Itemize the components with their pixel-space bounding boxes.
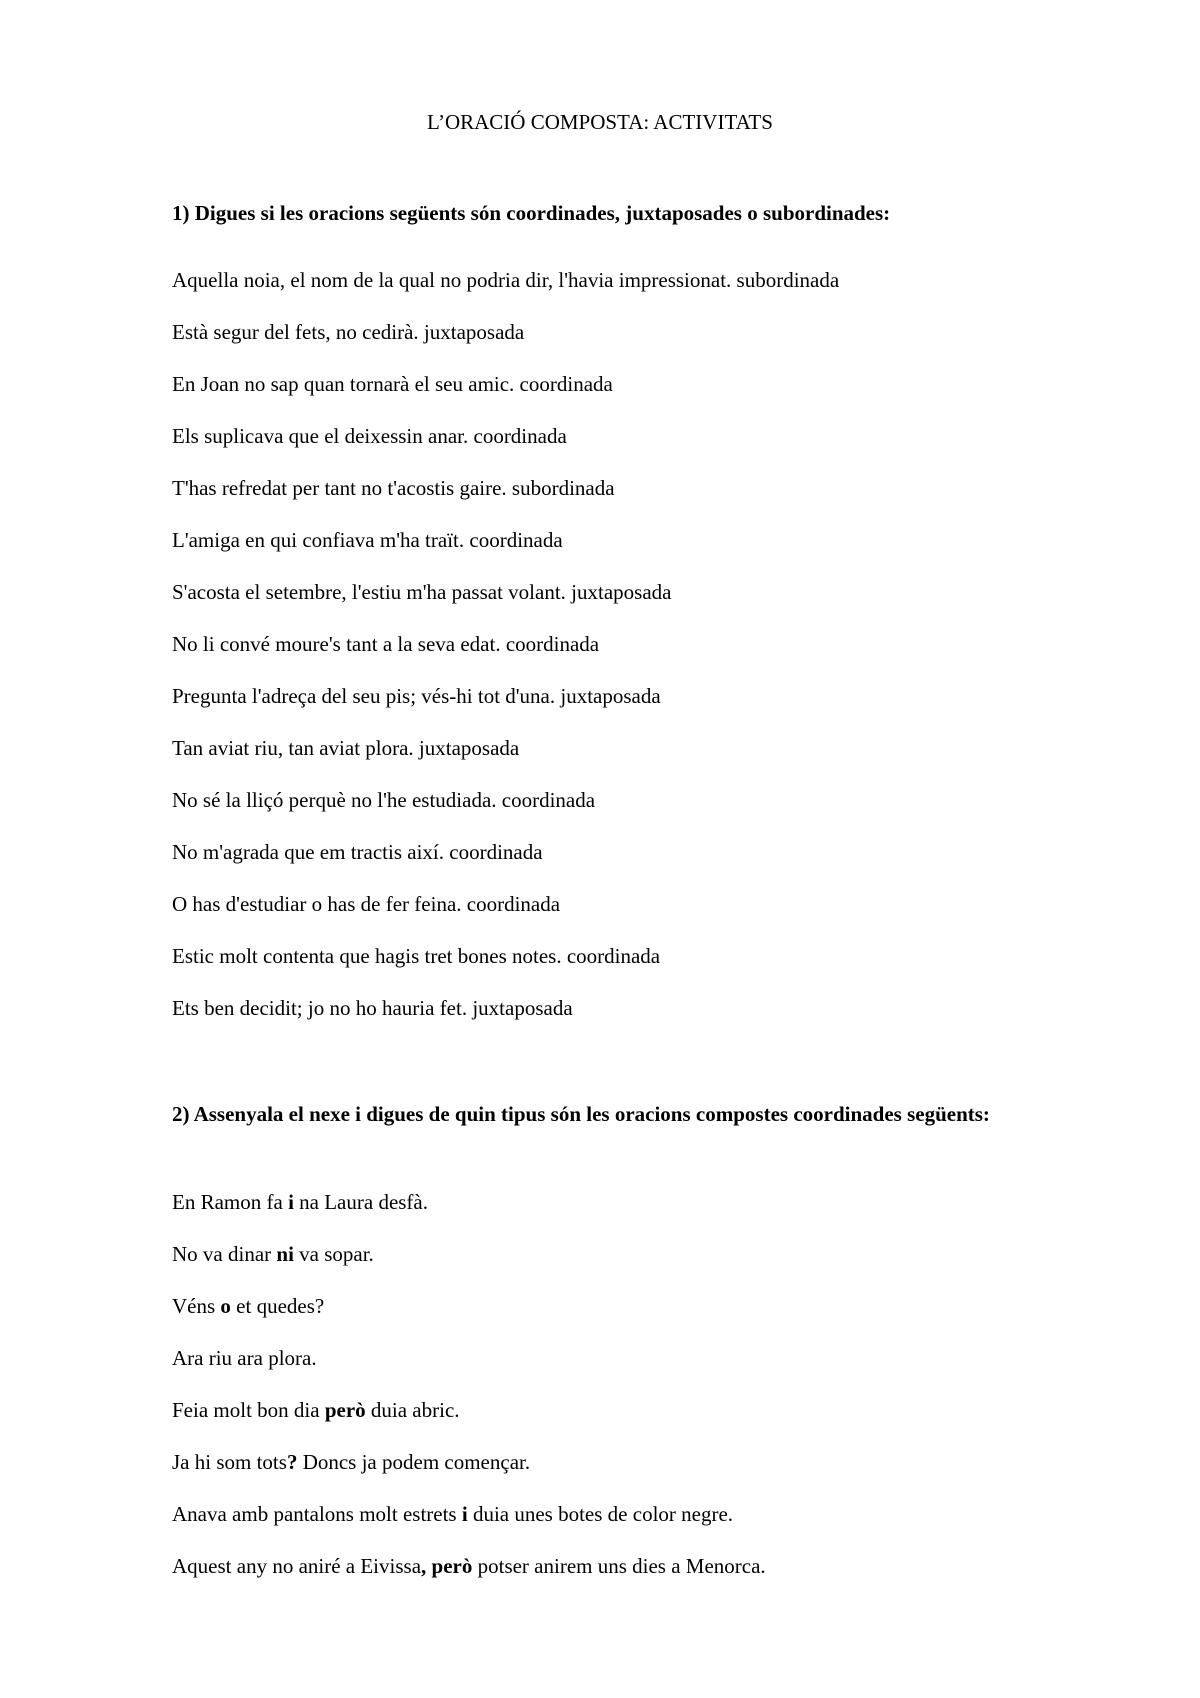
sentence-text: duia abric. — [365, 1398, 460, 1422]
section-2-sentence — [172, 1240, 374, 1268]
section-1-sentence: No sé la lliçó perquè no l'he estudiada. coordinada — [172, 788, 596, 812]
section-2-sentence — [172, 1552, 766, 1580]
sentence-text: En Ramon fa — [172, 1190, 289, 1214]
section-2-heading: 2) Assenyala el nexe i digues de quin tipus són les oracions compostes coordinades següents: — [172, 1102, 990, 1126]
sentence-text: No va dinar — [172, 1242, 277, 1266]
section-2-sentence — [172, 1396, 460, 1424]
sentence-text: Véns — [172, 1294, 221, 1318]
section-1-sentence: S'acosta el setembre, l'estiu m'ha passat volant. juxtaposada — [172, 580, 672, 604]
section-2-sentence — [172, 1188, 428, 1216]
section-1-sentence: Estic molt contenta que hagis tret bones notes. coordinada — [172, 944, 661, 968]
sentence-text: et quedes? — [230, 1294, 325, 1318]
sentence-text: Ja hi som tots — [172, 1450, 287, 1474]
nexe-highlight: ? — [286, 1450, 298, 1474]
nexe-highlight: però — [324, 1398, 366, 1422]
section-1-sentence: L'amiga en qui confiava m'ha traït. coordinada — [172, 528, 563, 552]
section-1-sentence: Està segur del fets, no cedirà. juxtaposada — [172, 320, 525, 344]
nexe-highlight: i — [288, 1190, 294, 1214]
section-2-sentence — [172, 1292, 324, 1320]
section-1-sentence: No m'agrada que em tractis així. coordinada — [172, 840, 543, 864]
section-1-sentence: T'has refredat per tant no t'acostis gaire. subordinada — [172, 476, 615, 500]
sentence-text: Aquest any no aniré a Eivissa — [172, 1554, 422, 1578]
section-1-sentence: O has d'estudiar o has de fer feina. coordinada — [172, 892, 561, 916]
section-1-sentence: Tan aviat riu, tan aviat plora. juxtaposada — [172, 736, 520, 760]
nexe-highlight: ni — [276, 1242, 294, 1266]
sentence-text: Ara riu ara plora. — [172, 1346, 317, 1370]
sentence-text: va sopar. — [293, 1242, 374, 1266]
section-1-sentence: Pregunta l'adreça del seu pis; vés-hi tot d'una. juxtaposada — [172, 684, 661, 708]
section-1-sentence: En Joan no sap quan tornarà el seu amic. coordinada — [172, 372, 613, 396]
section-1-sentence: Ets ben decidit; jo no ho hauria fet. juxtaposada — [172, 996, 573, 1020]
section-1-sentence: No li convé moure's tant a la seva edat. coordinada — [172, 632, 600, 656]
page-title: L’ORACIÓ COMPOSTA: ACTIVITATS — [427, 110, 773, 134]
sentence-text: Doncs ja podem començar. — [297, 1450, 531, 1474]
section-2-sentence — [172, 1448, 530, 1476]
section-2-sentence — [172, 1500, 733, 1528]
nexe-highlight: , però — [421, 1554, 473, 1578]
sentence-text: duia unes botes de color negre. — [467, 1502, 734, 1526]
section-1-sentence: Els suplicava que el deixessin anar. coordinada — [172, 424, 567, 448]
section-1-heading: 1) Digues si les oracions següents són coordinades, juxtaposades o subordinades: — [172, 201, 891, 225]
section-1-sentence: Aquella noia, el nom de la qual no podria dir, l'havia impressionat. subordinada — [172, 268, 840, 292]
nexe-highlight: i — [461, 1502, 468, 1526]
sentence-text: potser anirem uns dies a Menorca. — [472, 1554, 766, 1578]
sentence-text: na Laura desfà. — [293, 1190, 428, 1214]
sentence-text: Feia molt bon dia — [172, 1398, 325, 1422]
nexe-highlight: o — [220, 1294, 231, 1318]
section-2-sentence — [172, 1344, 317, 1372]
sentence-text: Anava amb pantalons molt estrets — [172, 1502, 462, 1526]
